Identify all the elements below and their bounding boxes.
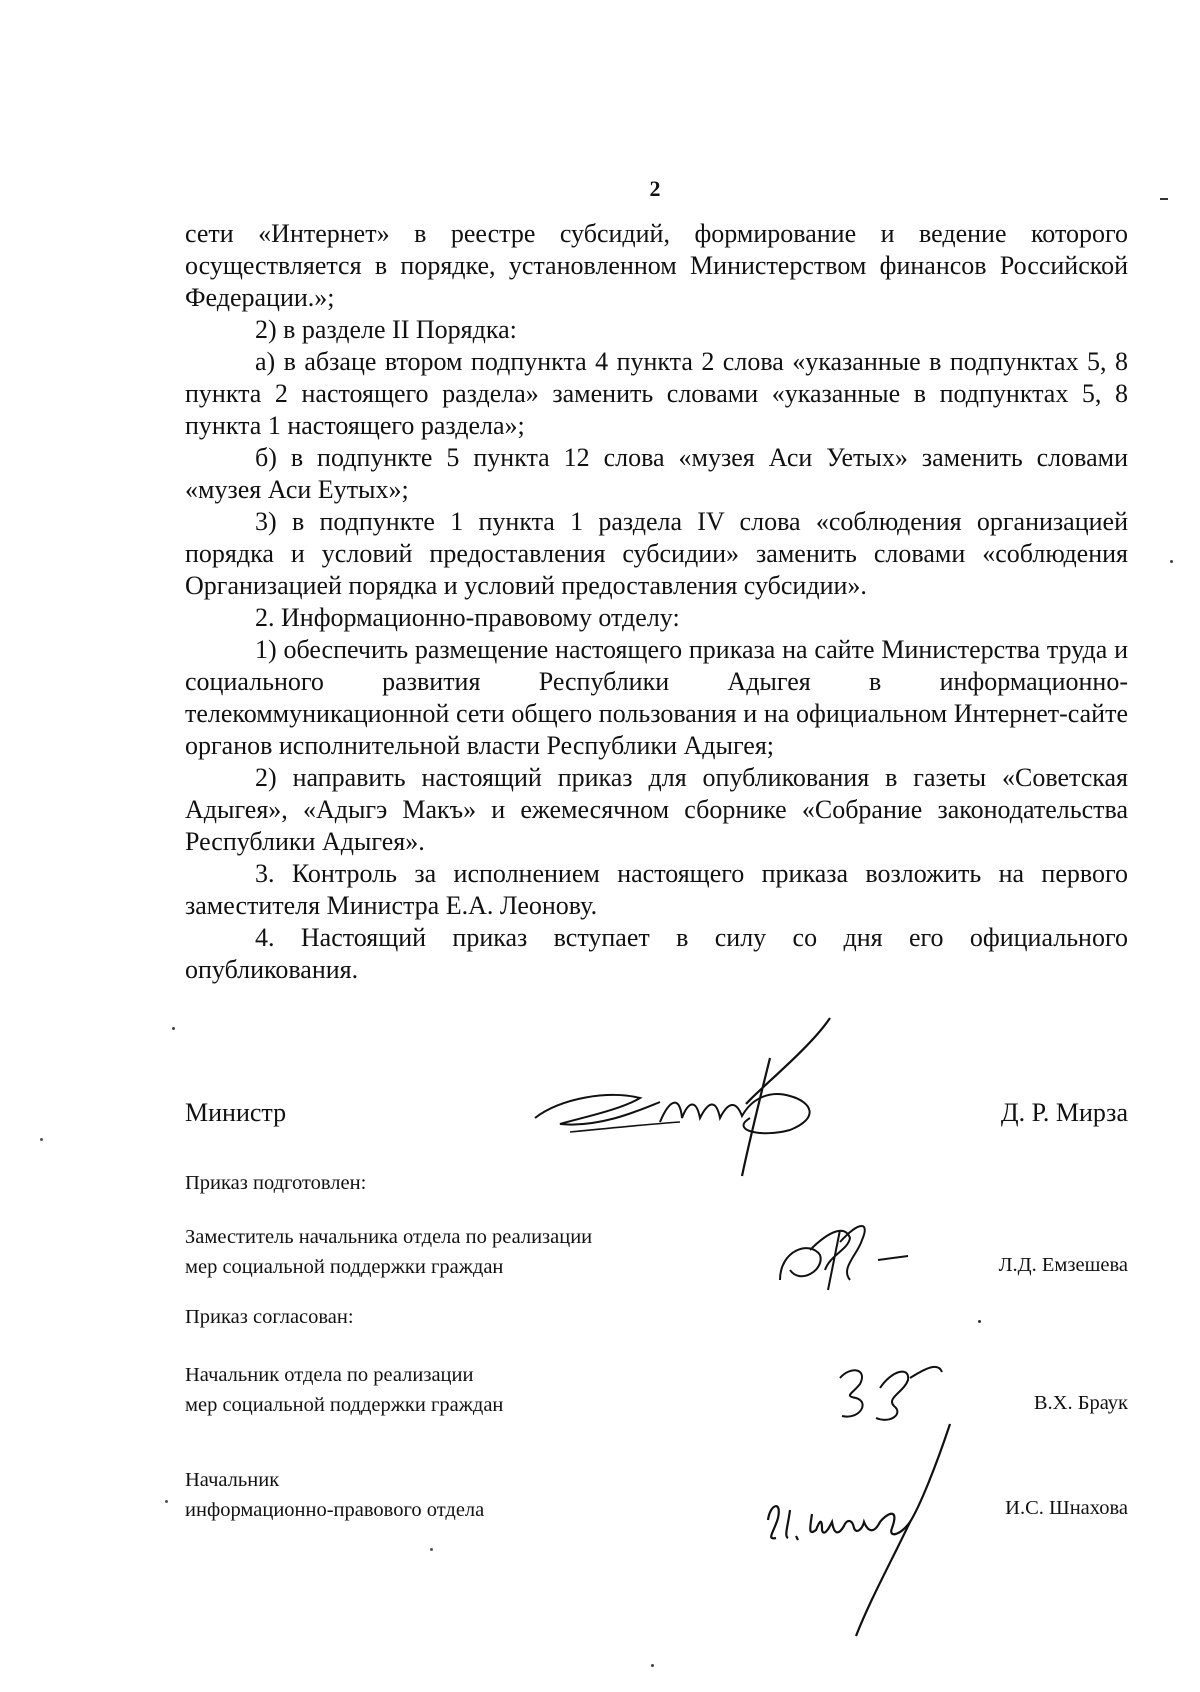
scan-artifact <box>1160 198 1168 200</box>
paragraph: 1) обеспечить размещение настоящего приказа на сайте Министерства труда и социального развития Республики Адыгея в информационно-телекоммуникационной сети общего пользования и на официальном Интернет-сайте органов исполнительной власти Республики Адыгея; <box>185 635 1128 760</box>
scan-artifact <box>165 1500 168 1503</box>
approver2-title-line1: Начальник <box>185 1469 280 1491</box>
prepared-heading-row <box>185 1168 1128 1198</box>
agreed-heading-row <box>185 1302 1128 1332</box>
approver2-title-line2: информационно-правового отдела <box>185 1499 485 1521</box>
approver2-handwritten-signature <box>760 1410 1000 1640</box>
scan-artifact <box>978 1320 981 1323</box>
preparer-name: Л.Д. Емзешева <box>998 1254 1128 1276</box>
paragraph: а) в абзаце втором подпункта 4 пункта 2 слова «указанные в подпунктах 5, 8 пункта 2 настоящего раздела» заменить словами «указанные в подпунктах 5, 8 пункта 1 настоящего раздела»; <box>185 347 1128 440</box>
scan-artifact <box>430 1548 433 1551</box>
minister-handwritten-signature <box>520 1018 860 1178</box>
paragraph: 3. Контроль за исполнением настоящего приказа возложить на первого заместителя Министра Е.А. Леонову. <box>185 859 1128 920</box>
scan-artifact <box>1170 560 1173 563</box>
paragraph: 2) в разделе II Порядка: <box>255 315 517 344</box>
page-number: 2 <box>649 176 661 201</box>
preparer-handwritten-signature <box>770 1210 920 1300</box>
paragraph: 3) в подпункте 1 пункта 1 раздела IV слова «соблюдения организацией порядка и условий предоставления субсидии» заменить словами «соблюдения Организацией порядка и условий предоставления субсидии». <box>185 507 1128 600</box>
approver1-title-line1: Начальник отдела по реализации <box>185 1364 474 1386</box>
preparer-signature-block <box>185 1222 1128 1282</box>
paragraph: 4. Настоящий приказ вступает в силу со дня его официального опубликования. <box>185 923 1128 984</box>
agreed-heading: Приказ согласован: <box>185 1306 354 1328</box>
scan-artifact <box>172 1027 175 1030</box>
minister-title: Министр <box>185 1098 287 1127</box>
approver1-title-line2: мер социальной поддержки граждан <box>185 1394 504 1416</box>
paragraph: б) в подпункте 5 пункта 12 слова «музея Аси Уетых» заменить словами «музея Аси Еутых»; <box>185 443 1128 504</box>
scan-artifact <box>651 1664 654 1667</box>
prepared-heading: Приказ подготовлен: <box>185 1172 367 1194</box>
order-body <box>185 218 1128 986</box>
approver2-name: И.С. Шнахова <box>1005 1497 1128 1519</box>
minister-name: Д. Р. Мирза <box>1000 1098 1128 1127</box>
preparer-title-line2: мер социальной поддержки граждан <box>185 1256 504 1278</box>
scan-artifact <box>40 1138 43 1141</box>
preparer-title-line1: Заместитель начальника отдела по реализации <box>185 1226 593 1248</box>
paragraph: 2) направить настоящий приказ для опубликования в газеты «Советская Адыгея», «Адыгэ Макъ» и ежемесячном сборнике «Собрание законодательства Республики Адыгея». <box>185 763 1128 856</box>
paragraph: сети «Интернет» в реестре субсидий, формирование и ведение которого осуществляется в порядке, установленном Министерством финансов Российской Федерации.»; <box>185 219 1128 312</box>
paragraph: 2. Информационно-правовому отделу: <box>255 603 680 632</box>
approver1-name: В.Х. Браук <box>1033 1392 1128 1414</box>
